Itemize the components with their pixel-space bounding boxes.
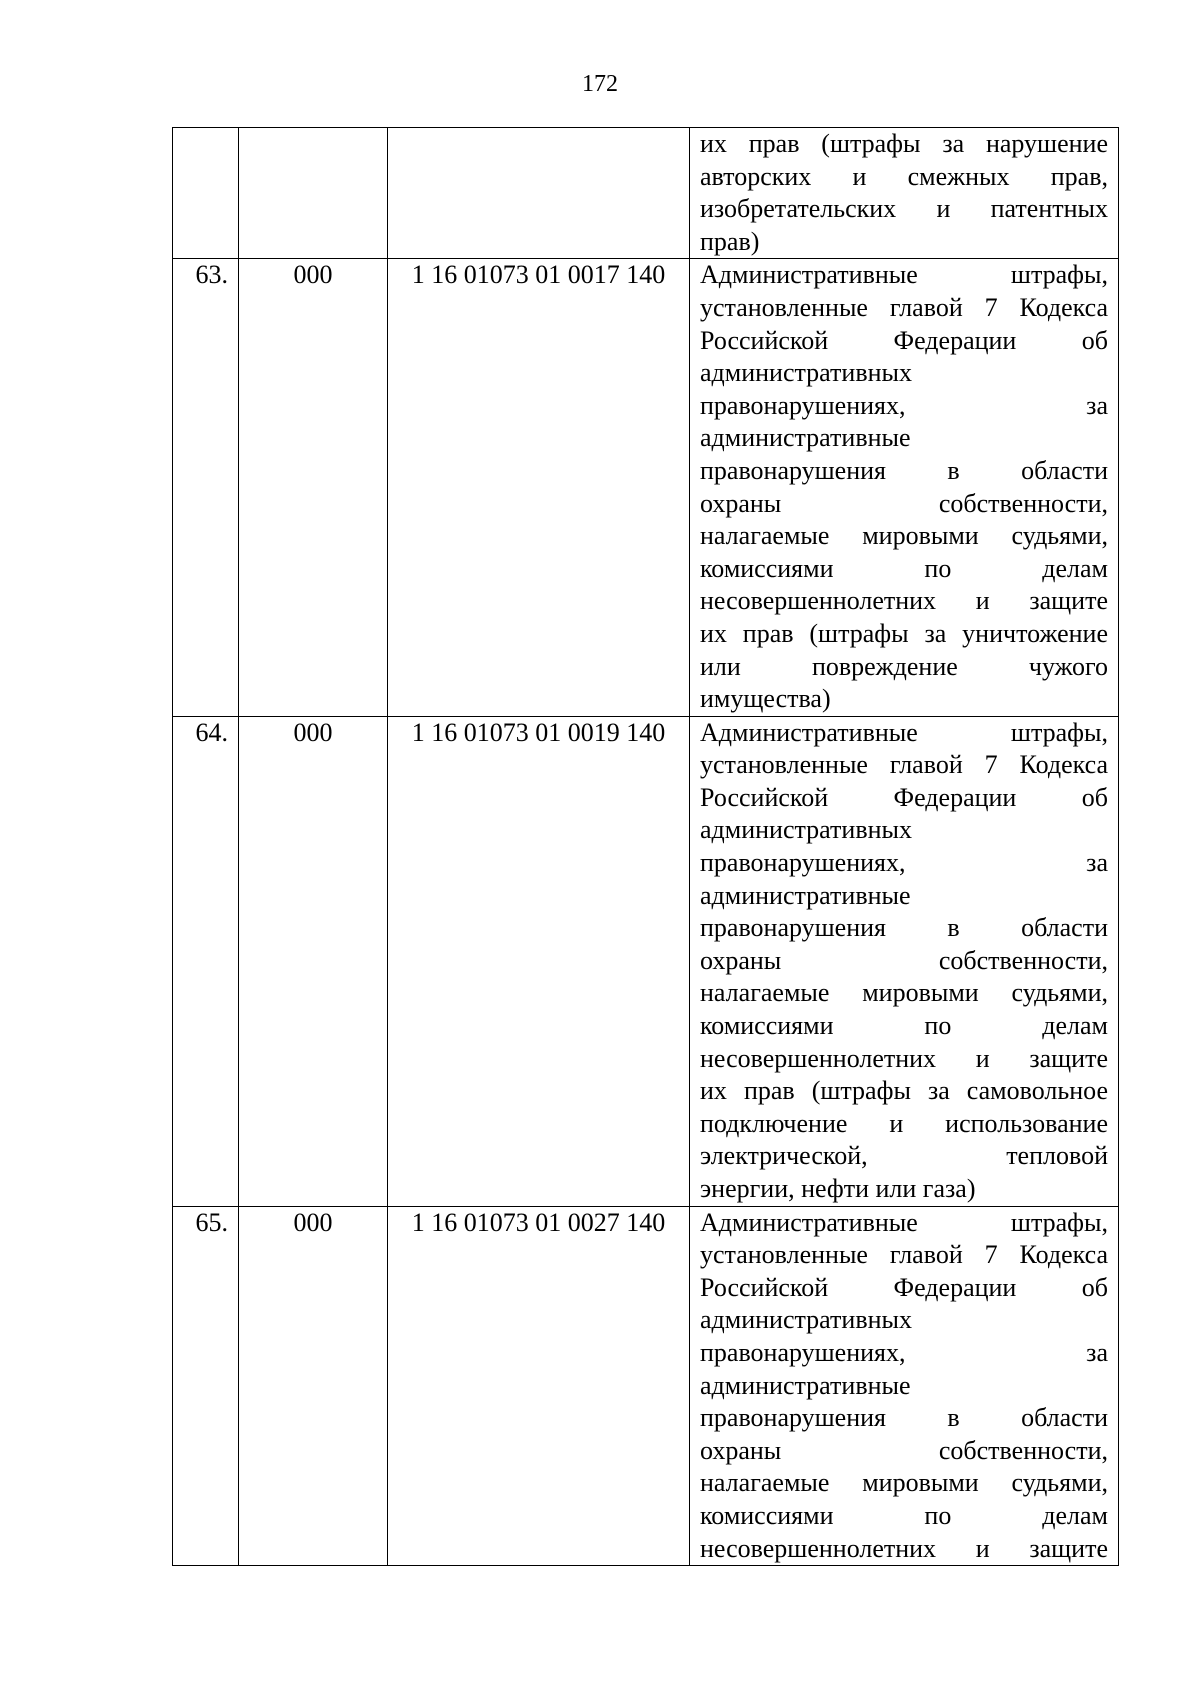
description-line: правонарушениях, за [700, 1337, 1108, 1367]
table-row [173, 128, 1119, 259]
description-line: установленные главой 7 Кодекса [700, 1240, 1108, 1270]
description-line: энергии, нефти или газа) [700, 1174, 976, 1203]
row-number-cell: 63. [173, 259, 239, 716]
description-line: правонарушениях, за [700, 848, 1108, 878]
table-row [173, 259, 1119, 716]
description-line: комиссиями по делам [700, 1500, 1108, 1530]
description-line: несовершеннолетних и защите [700, 586, 1108, 616]
row-number-cell: 65. [173, 1206, 239, 1566]
description-cell [690, 128, 1119, 259]
description-line: налагаемые мировыми судьями, [700, 521, 1108, 551]
table-row [173, 1206, 1119, 1566]
description-line: установленные главой 7 Кодекса [700, 292, 1108, 322]
admin-code-cell: 000 [239, 1206, 388, 1566]
description-line: правонарушениях, за [700, 390, 1108, 420]
description-line: имущества) [700, 684, 831, 714]
description-line: подключение и использование [700, 1108, 1108, 1138]
admin-code-cell: 000 [239, 259, 388, 716]
description-line: несовершеннолетних и защите [700, 1533, 1108, 1563]
description-line: Административные штрафы, [700, 1207, 1108, 1237]
description-line: административных [700, 1305, 912, 1335]
description-line: их прав (штрафы за самовольное [700, 1076, 1108, 1106]
description-line: административные [700, 880, 911, 910]
description-line: охраны собственности, [700, 945, 1108, 975]
description-line: налагаемые мировыми судьями, [700, 978, 1108, 1008]
description-line: налагаемые мировыми судьями, [700, 1468, 1108, 1498]
description-line: административные [700, 1370, 911, 1400]
description-line: Административные штрафы, [700, 717, 1108, 747]
budget-code-cell: 1 16 01073 01 0027 140 [388, 1206, 690, 1566]
description-line: административные [700, 423, 911, 453]
description-line: административных [700, 358, 912, 388]
budget-code-cell: 1 16 01073 01 0019 140 [388, 716, 690, 1206]
description-line: их прав (штрафы за уничтожение [700, 618, 1108, 648]
table-row [173, 716, 1119, 1206]
budget-code-cell [388, 128, 690, 259]
page-number: 172 [582, 71, 618, 97]
budget-code-cell: 1 16 01073 01 0017 140 [388, 259, 690, 716]
description-cell [690, 259, 1119, 716]
description-line: авторских и смежных прав, [700, 161, 1108, 191]
description-line: изобретательских и патентных [700, 194, 1108, 224]
row-number-cell: 64. [173, 716, 239, 1206]
description-line: или повреждение чужого [700, 651, 1108, 681]
description-line: правонарушения в области [700, 913, 1108, 943]
row-number-cell [173, 128, 239, 259]
description-line: Российской Федерации об [700, 325, 1108, 355]
admin-code-cell: 000 [239, 716, 388, 1206]
description-line: несовершеннолетних и защите [700, 1043, 1108, 1073]
description-cell [690, 1206, 1119, 1566]
description-line: охраны собственности, [700, 488, 1108, 518]
description-line: Российской Федерации об [700, 1272, 1108, 1302]
description-line: комиссиями по делам [700, 1011, 1108, 1041]
description-line: правонарушения в области [700, 1403, 1108, 1433]
description-line: административных [700, 815, 912, 845]
description-line: прав) [700, 226, 760, 256]
description-line: Административные штрафы, [700, 260, 1108, 290]
description-line: правонарушения в области [700, 455, 1108, 485]
description-line: установленные главой 7 Кодекса [700, 750, 1108, 780]
description-line: их прав (штрафы за нарушение [700, 129, 1108, 158]
description-line: охраны собственности, [700, 1435, 1108, 1465]
admin-code-cell [239, 128, 388, 259]
description-line: Российской Федерации об [700, 782, 1108, 812]
description-cell [690, 716, 1119, 1206]
description-line: комиссиями по делам [700, 553, 1108, 583]
fines-table [172, 127, 1119, 1566]
description-line: электрической, тепловой [700, 1141, 1108, 1171]
